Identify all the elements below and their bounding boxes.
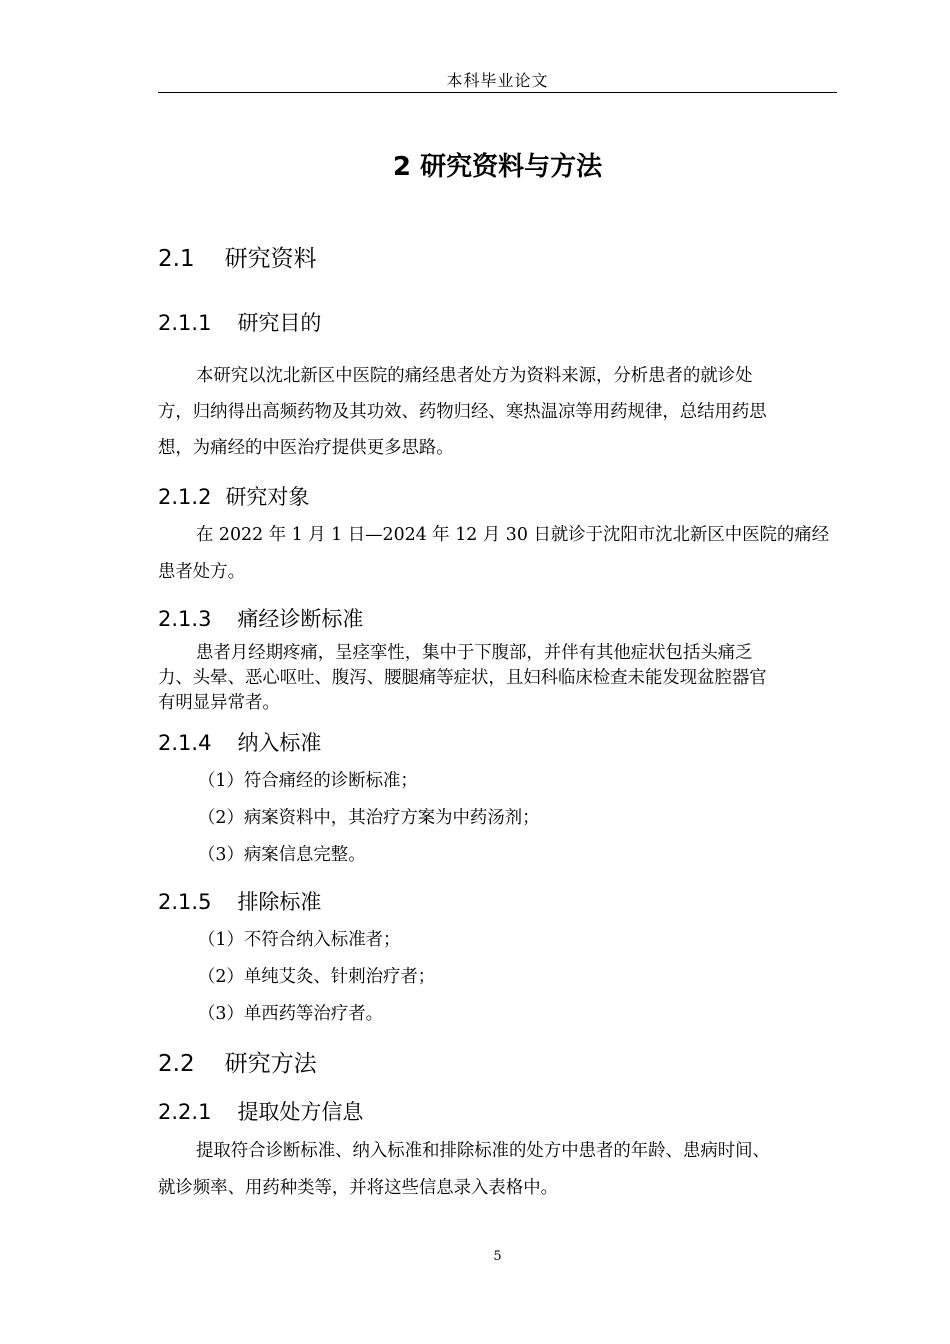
page-number: 5 <box>493 1249 502 1264</box>
text-line: 想，为痛经的中医治疗提供更多思路。 <box>158 438 454 458</box>
section-heading-2-1-2 <box>158 481 309 511</box>
section-number: 2.1.3 <box>158 607 212 631</box>
text-line: 在 2022 年 1 月 1 日—2024 年 12 月 30 日就诊于沈阳市沈北新区中医院的痛经 <box>196 525 830 545</box>
section-number: 2.1 <box>158 246 195 272</box>
section-heading-2-2 <box>158 1045 317 1078</box>
text-line: 有明显异常者。 <box>158 693 280 713</box>
section-number: 2.1.2 <box>158 485 212 509</box>
section-title: 排除标准 <box>237 890 322 914</box>
section-heading-2-1 <box>158 240 317 273</box>
paragraph-extract-prescription-info <box>158 1133 837 1207</box>
section-heading-2-1-4 <box>158 727 321 757</box>
section-number: 2.2 <box>158 1051 195 1077</box>
text-line: 提取符合诊断标准、纳入标准和排除标准的处方中患者的年龄、患病时间、 <box>196 1141 770 1161</box>
section-title: 提取处方信息 <box>237 1100 364 1124</box>
section-heading-2-2-1 <box>158 1096 363 1126</box>
section-heading-2-1-5 <box>158 886 321 916</box>
section-title: 痛经诊断标准 <box>237 607 364 631</box>
section-number: 2.2.1 <box>158 1100 212 1124</box>
section-heading-2-1-3 <box>158 603 363 633</box>
running-header: 本科毕业论文 <box>446 71 549 90</box>
section-title: 研究对象 <box>225 485 310 509</box>
section-number: 2.1.1 <box>158 311 212 335</box>
list-item: （3）病案信息完整。 <box>198 845 366 865</box>
section-title: 研究资料 <box>224 246 317 272</box>
header-rule <box>158 92 837 93</box>
list-item: （3）单西药等治疗者。 <box>198 1004 383 1024</box>
paragraph-research-subjects <box>158 517 837 591</box>
text-line: 患者月经期疼痛，呈痉挛性，集中于下腹部，并伴有其他症状包括头痛乏 <box>196 643 753 663</box>
text-line: 力、头晕、恶心呕吐、腹泻、腰腿痛等症状，且妇科临床检查未能发现盆腔器官 <box>158 668 767 688</box>
section-number: 2.1.4 <box>158 731 212 755</box>
section-number: 2.1.5 <box>158 890 212 914</box>
section-heading-2-1-1 <box>158 307 321 337</box>
section-title: 纳入标准 <box>237 731 322 755</box>
list-item: （1）符合痛经的诊断标准； <box>198 771 418 791</box>
paragraph-research-purpose <box>158 358 837 466</box>
section-title: 研究目的 <box>237 311 322 335</box>
list-item: （2）病案资料中，其治疗方案为中药汤剂； <box>198 808 540 828</box>
list-item: （2）单纯艾灸、针刺治疗者； <box>198 967 436 987</box>
section-title: 研究方法 <box>224 1051 317 1077</box>
list-item: （1）不符合纳入标准者； <box>198 930 401 950</box>
paragraph-diagnostic-criteria <box>158 641 837 716</box>
chapter-title: 2 研究资料与方法 <box>392 152 603 182</box>
text-line: 就诊频率、用药种类等，并将这些信息录入表格中。 <box>158 1178 558 1198</box>
text-line: 方，归纳得出高频药物及其功效、药物归经、寒热温凉等用药规律，总结用药思 <box>158 402 767 422</box>
text-line: 患者处方。 <box>158 562 245 582</box>
text-line: 本研究以沈北新区中医院的痛经患者处方为资料来源，分析患者的就诊处 <box>196 366 753 386</box>
